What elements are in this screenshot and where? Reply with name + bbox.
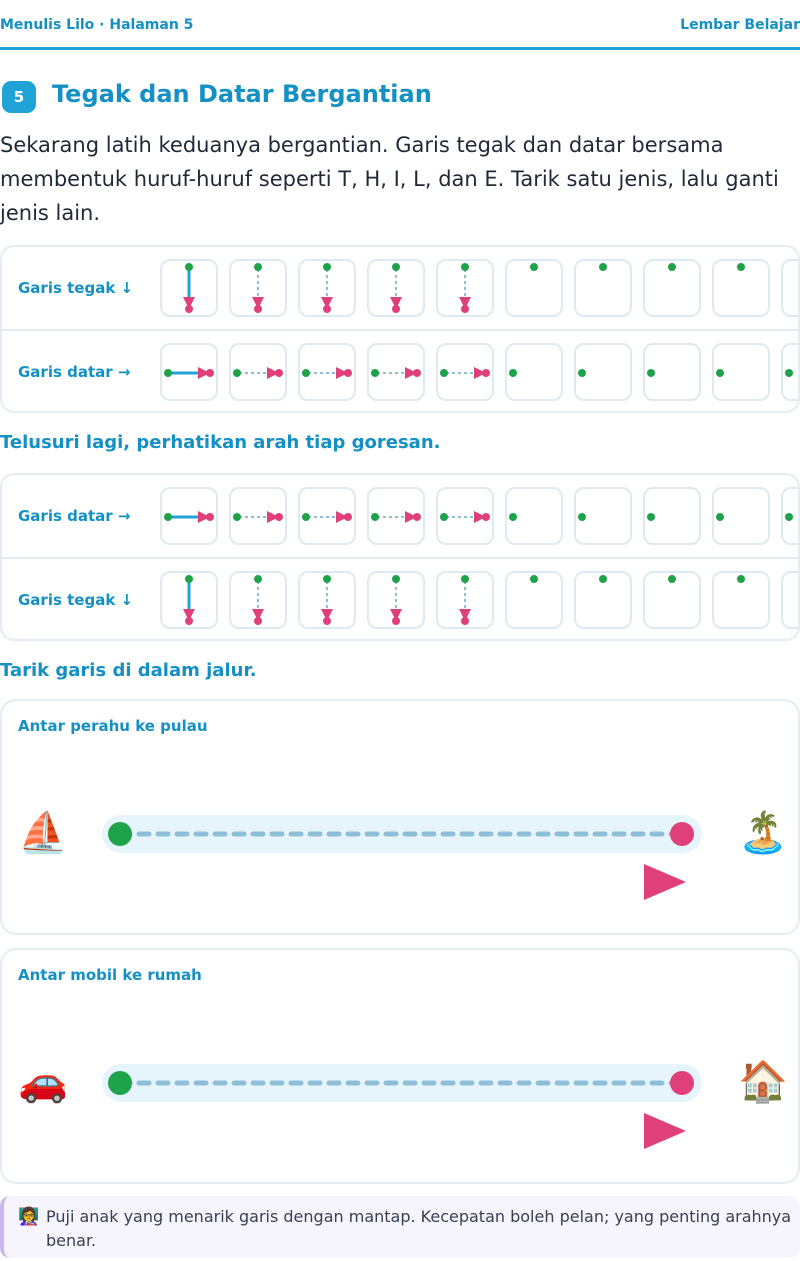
subheading-lane: Tarik garis di dalam jalur. bbox=[0, 660, 257, 681]
track-card-car bbox=[0, 948, 800, 1184]
practice-row-horizontal bbox=[2, 475, 800, 557]
header-title: Menulis Lilo · Halaman 5 bbox=[0, 17, 194, 33]
trace-cell[interactable] bbox=[643, 571, 701, 629]
trace-cell[interactable] bbox=[367, 571, 425, 629]
car-icon: 🚗 bbox=[18, 1059, 68, 1105]
start-dot[interactable] bbox=[108, 822, 132, 846]
trace-guide bbox=[576, 573, 634, 631]
trace-guide bbox=[438, 489, 496, 547]
trace-cell[interactable] bbox=[643, 487, 701, 545]
trace-cell[interactable] bbox=[574, 259, 632, 317]
start-dot bbox=[785, 513, 793, 521]
practice-row-horizontal bbox=[2, 329, 800, 411]
start-dot bbox=[578, 369, 586, 377]
teacher-note-text: Puji anak yang menarik garis dengan mantap. Kecepatan boleh pelan; yang penting arahnya benar. bbox=[46, 1207, 792, 1250]
start-dot bbox=[440, 513, 448, 521]
trace-guide bbox=[231, 261, 289, 319]
track-title: Antar mobil ke rumah bbox=[18, 966, 202, 984]
trace-guide bbox=[438, 573, 496, 631]
start-dot bbox=[185, 575, 193, 583]
start-dot bbox=[233, 369, 241, 377]
start-dot bbox=[185, 263, 193, 271]
trace-guide bbox=[507, 345, 565, 403]
trace-guide bbox=[300, 573, 358, 631]
trace-guide bbox=[645, 261, 703, 319]
end-dot bbox=[185, 617, 193, 625]
trace-cell[interactable] bbox=[781, 487, 800, 545]
trace-cell[interactable] bbox=[574, 343, 632, 401]
trace-cell[interactable] bbox=[229, 259, 287, 317]
start-dot bbox=[164, 513, 172, 521]
sailboat-icon: ⛵ bbox=[18, 810, 68, 856]
start-dot bbox=[647, 513, 655, 521]
start-dot[interactable] bbox=[108, 1071, 132, 1095]
end-dot bbox=[392, 305, 400, 313]
section-title: Tegak dan Datar Bergantian bbox=[52, 80, 432, 108]
trace-guide bbox=[714, 489, 772, 547]
end-dot bbox=[344, 513, 352, 521]
trace-cell[interactable] bbox=[160, 487, 218, 545]
trace-guide bbox=[231, 345, 289, 403]
practice-card-2 bbox=[0, 473, 800, 641]
start-dot bbox=[461, 575, 469, 583]
start-dot bbox=[716, 513, 724, 521]
end-dot bbox=[482, 369, 490, 377]
end-dot bbox=[461, 617, 469, 625]
trace-cell[interactable] bbox=[229, 571, 287, 629]
trace-cell[interactable] bbox=[436, 571, 494, 629]
trace-guide bbox=[162, 345, 220, 403]
start-dot bbox=[509, 513, 517, 521]
practice-row-vertical bbox=[2, 247, 800, 329]
trace-guide bbox=[162, 489, 220, 547]
trace-cell[interactable] bbox=[781, 259, 800, 317]
end-dot bbox=[670, 822, 694, 846]
end-dot bbox=[392, 617, 400, 625]
trace-guide bbox=[300, 345, 358, 403]
trace-guide bbox=[438, 261, 496, 319]
start-dot bbox=[785, 369, 793, 377]
subheading-retrace: Telusuri lagi, perhatikan arah tiap goresan. bbox=[0, 432, 441, 453]
practice-card-1 bbox=[0, 245, 800, 413]
trace-guide bbox=[576, 345, 634, 403]
trace-cell[interactable] bbox=[160, 571, 218, 629]
intro-paragraph: Sekarang latih keduanya bergantian. Garis tegak dan datar bersama membentuk huruf-huruf seperti T, H, I, L, dan E. Tarik satu jenis, lalu ganti jenis lain. bbox=[0, 133, 779, 225]
teacher-note bbox=[0, 1196, 800, 1258]
row-label: Garis datar → bbox=[18, 507, 131, 525]
end-dot bbox=[461, 305, 469, 313]
header-tag: Lembar Belajar bbox=[680, 17, 800, 33]
start-dot bbox=[461, 263, 469, 271]
trace-cell[interactable] bbox=[436, 259, 494, 317]
trace-guide bbox=[714, 573, 772, 631]
trace-cell[interactable] bbox=[643, 343, 701, 401]
end-dot bbox=[185, 305, 193, 313]
end-dot bbox=[206, 513, 214, 521]
trace-cell[interactable] bbox=[367, 259, 425, 317]
start-dot bbox=[254, 263, 262, 271]
trace-cell[interactable] bbox=[229, 343, 287, 401]
row-label: Garis datar → bbox=[18, 363, 131, 381]
start-dot bbox=[164, 369, 172, 377]
start-dot bbox=[578, 513, 586, 521]
end-dot bbox=[323, 617, 331, 625]
trace-cell[interactable] bbox=[298, 343, 356, 401]
row-label: Garis tegak ↓ bbox=[18, 591, 134, 609]
start-dot bbox=[509, 369, 517, 377]
track-title: Antar perahu ke pulau bbox=[18, 717, 208, 735]
trace-cell[interactable] bbox=[160, 343, 218, 401]
trace-cell[interactable] bbox=[505, 487, 563, 545]
start-dot bbox=[530, 263, 538, 271]
start-dot bbox=[233, 513, 241, 521]
island-icon: 🏝️ bbox=[738, 810, 788, 856]
direction-arrow-icon bbox=[644, 864, 686, 900]
start-dot bbox=[599, 263, 607, 271]
end-dot bbox=[206, 369, 214, 377]
start-dot bbox=[530, 575, 538, 583]
trace-guide bbox=[369, 573, 427, 631]
trace-cell[interactable] bbox=[712, 571, 770, 629]
track-path bbox=[2, 701, 798, 933]
end-dot bbox=[254, 617, 262, 625]
end-dot bbox=[254, 305, 262, 313]
end-dot bbox=[275, 513, 283, 521]
trace-cell[interactable] bbox=[781, 343, 800, 401]
trace-cell[interactable] bbox=[367, 487, 425, 545]
trace-cell[interactable] bbox=[505, 343, 563, 401]
trace-cell[interactable] bbox=[505, 571, 563, 629]
trace-guide bbox=[783, 261, 800, 319]
start-dot bbox=[440, 369, 448, 377]
trace-cell[interactable] bbox=[160, 259, 218, 317]
start-dot bbox=[668, 575, 676, 583]
trace-cell[interactable] bbox=[367, 343, 425, 401]
end-dot bbox=[413, 369, 421, 377]
start-dot bbox=[371, 513, 379, 521]
page-header bbox=[0, 0, 800, 50]
start-dot bbox=[599, 575, 607, 583]
end-dot bbox=[275, 369, 283, 377]
trace-guide bbox=[645, 573, 703, 631]
end-dot bbox=[344, 369, 352, 377]
track-card-boat bbox=[0, 699, 800, 935]
teacher-icon: 👩‍🏫 bbox=[18, 1207, 40, 1227]
start-dot bbox=[716, 369, 724, 377]
track-path bbox=[2, 950, 798, 1182]
trace-guide bbox=[783, 573, 800, 631]
practice-row-vertical bbox=[2, 557, 800, 639]
end-dot bbox=[323, 305, 331, 313]
trace-cell[interactable] bbox=[712, 343, 770, 401]
trace-guide bbox=[369, 345, 427, 403]
trace-guide bbox=[714, 261, 772, 319]
end-dot bbox=[670, 1071, 694, 1095]
trace-guide bbox=[576, 489, 634, 547]
start-dot bbox=[371, 369, 379, 377]
trace-guide bbox=[438, 345, 496, 403]
trace-guide bbox=[300, 261, 358, 319]
trace-guide bbox=[369, 489, 427, 547]
start-dot bbox=[323, 263, 331, 271]
trace-cell[interactable] bbox=[781, 571, 800, 629]
trace-cell[interactable] bbox=[436, 343, 494, 401]
trace-guide bbox=[162, 573, 220, 631]
trace-guide bbox=[714, 345, 772, 403]
trace-guide bbox=[645, 345, 703, 403]
trace-cell[interactable] bbox=[505, 259, 563, 317]
trace-cell[interactable] bbox=[298, 487, 356, 545]
trace-guide bbox=[369, 261, 427, 319]
start-dot bbox=[392, 263, 400, 271]
start-dot bbox=[647, 369, 655, 377]
trace-guide bbox=[576, 261, 634, 319]
trace-guide bbox=[507, 489, 565, 547]
trace-cell[interactable] bbox=[298, 571, 356, 629]
trace-guide bbox=[231, 573, 289, 631]
trace-cell[interactable] bbox=[436, 487, 494, 545]
direction-arrow-icon bbox=[644, 1113, 686, 1149]
house-icon: 🏠 bbox=[738, 1059, 788, 1105]
trace-cell[interactable] bbox=[712, 487, 770, 545]
trace-guide bbox=[300, 489, 358, 547]
trace-cell[interactable] bbox=[643, 259, 701, 317]
trace-guide bbox=[645, 489, 703, 547]
start-dot bbox=[302, 369, 310, 377]
trace-guide bbox=[783, 489, 800, 547]
start-dot bbox=[392, 575, 400, 583]
section-number-badge: 5 bbox=[2, 81, 36, 113]
trace-cell[interactable] bbox=[574, 571, 632, 629]
start-dot bbox=[302, 513, 310, 521]
trace-cell[interactable] bbox=[574, 487, 632, 545]
start-dot bbox=[737, 575, 745, 583]
row-label: Garis tegak ↓ bbox=[18, 279, 134, 297]
trace-guide bbox=[507, 261, 565, 319]
trace-cell[interactable] bbox=[298, 259, 356, 317]
end-dot bbox=[413, 513, 421, 521]
trace-guide bbox=[783, 345, 800, 403]
end-dot bbox=[482, 513, 490, 521]
start-dot bbox=[323, 575, 331, 583]
start-dot bbox=[737, 263, 745, 271]
trace-cell[interactable] bbox=[229, 487, 287, 545]
trace-cell[interactable] bbox=[712, 259, 770, 317]
trace-guide bbox=[162, 261, 220, 319]
start-dot bbox=[254, 575, 262, 583]
start-dot bbox=[668, 263, 676, 271]
trace-guide bbox=[231, 489, 289, 547]
trace-guide bbox=[507, 573, 565, 631]
